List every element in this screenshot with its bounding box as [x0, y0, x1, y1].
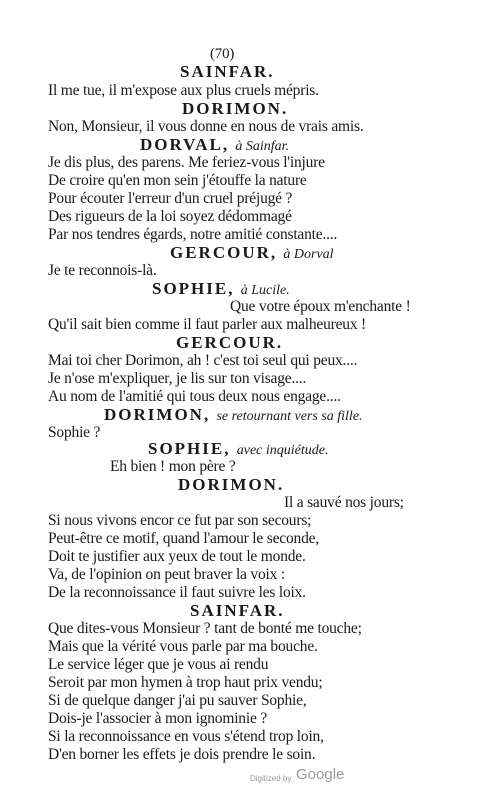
speaker-heading: DORIMON, se retournant vers sa fille.: [104, 405, 363, 424]
verse-line: Pour écouter l'erreur d'un cruel préjugé ?: [48, 190, 293, 207]
stage-direction: à Lucile.: [240, 283, 290, 298]
verse-line: Seroit par mon hymen à trop haut prix vendu;: [48, 674, 323, 691]
speaker-heading: SAINFAR.: [190, 601, 285, 620]
verse-line: Qu'il sait bien comme il faut parler aux malheureux !: [48, 316, 367, 333]
speaker-heading: SAINFAR.: [180, 62, 275, 81]
verse-line: Doit te justifier aux yeux de tout le monde.: [48, 548, 306, 565]
stage-direction: avec inquiétude.: [236, 443, 329, 458]
speaker-heading: SOPHIE, avec inquiétude.: [148, 439, 329, 458]
verse-line: Eh bien ! mon père ?: [110, 458, 236, 475]
verse-line: Mais que la vérité vous parle par ma bouche.: [48, 638, 318, 655]
speaker-heading: DORIMON.: [178, 475, 285, 494]
verse-line: Le service léger que je vous ai rendu: [48, 656, 269, 673]
verse-line: Au nom de l'amitié qui tous deux nous engage....: [48, 388, 341, 405]
verse-line: Va, de l'opinion on peut braver la voix :: [48, 566, 285, 583]
stage-direction: à Sainfar.: [235, 139, 290, 154]
verse-line: Que dites-vous Monsieur ? tant de bonté me touche;: [48, 620, 362, 637]
verse-line: De la reconnoissance il faut suivre les loix.: [48, 584, 306, 601]
verse-line: Non, Monsieur, il vous donne en nous de vrais amis.: [48, 118, 364, 135]
verse-line: De croire qu'en mon sein j'étouffe la nature: [48, 172, 307, 189]
verse-line: Il me tue, il m'expose aux plus cruels mépris.: [48, 82, 319, 99]
verse-line: Je n'ose m'expliquer, je lis sur ton visage....: [48, 370, 307, 387]
verse-line: Par nos tendres égards, notre amitié constante....: [48, 226, 338, 243]
page-number: (70): [210, 46, 235, 62]
google-watermark-logo: Google: [296, 766, 345, 783]
verse-line: Mai toi cher Dorimon, ah ! c'est toi seul qui peux....: [48, 352, 358, 369]
verse-line: Je dis plus, des parens. Me feriez-vous l'injure: [48, 154, 325, 171]
verse-line: Si la reconnoissance en vous s'étend trop loin,: [48, 728, 324, 745]
stage-direction: à Dorval: [283, 247, 334, 262]
verse-line: Dois-je l'associer à mon ignominie ?: [48, 710, 267, 727]
verse-line: Il a sauvé nos jours;: [284, 494, 404, 511]
speaker-heading: DORVAL, à Sainfar.: [140, 135, 290, 154]
stage-direction: se retournant vers sa fille.: [216, 409, 363, 424]
verse-line: Sophie ?: [48, 424, 101, 441]
verse-line: Peut-être ce motif, quand l'amour le seconde,: [48, 530, 319, 547]
verse-line: Si nous vivons encor ce fut par son secours;: [48, 512, 312, 529]
verse-line: Des rigueurs de la loi soyez dédommagé: [48, 208, 292, 225]
verse-line: Que votre époux m'enchante !: [230, 298, 411, 315]
speaker-heading: DORIMON.: [182, 99, 289, 118]
speaker-heading: GERCOUR, à Dorval: [170, 243, 334, 262]
speaker-heading: SOPHIE, à Lucile.: [152, 279, 290, 298]
speaker-heading: GERCOUR.: [176, 333, 284, 352]
verse-line: Si de quelque danger j'ai pu sauver Sophie,: [48, 692, 307, 709]
digitized-by-label: Digitized by: [250, 774, 292, 783]
verse-line: Je te reconnois-là.: [48, 262, 157, 279]
verse-line: D'en borner les effets je dois prendre le soin.: [48, 746, 316, 763]
